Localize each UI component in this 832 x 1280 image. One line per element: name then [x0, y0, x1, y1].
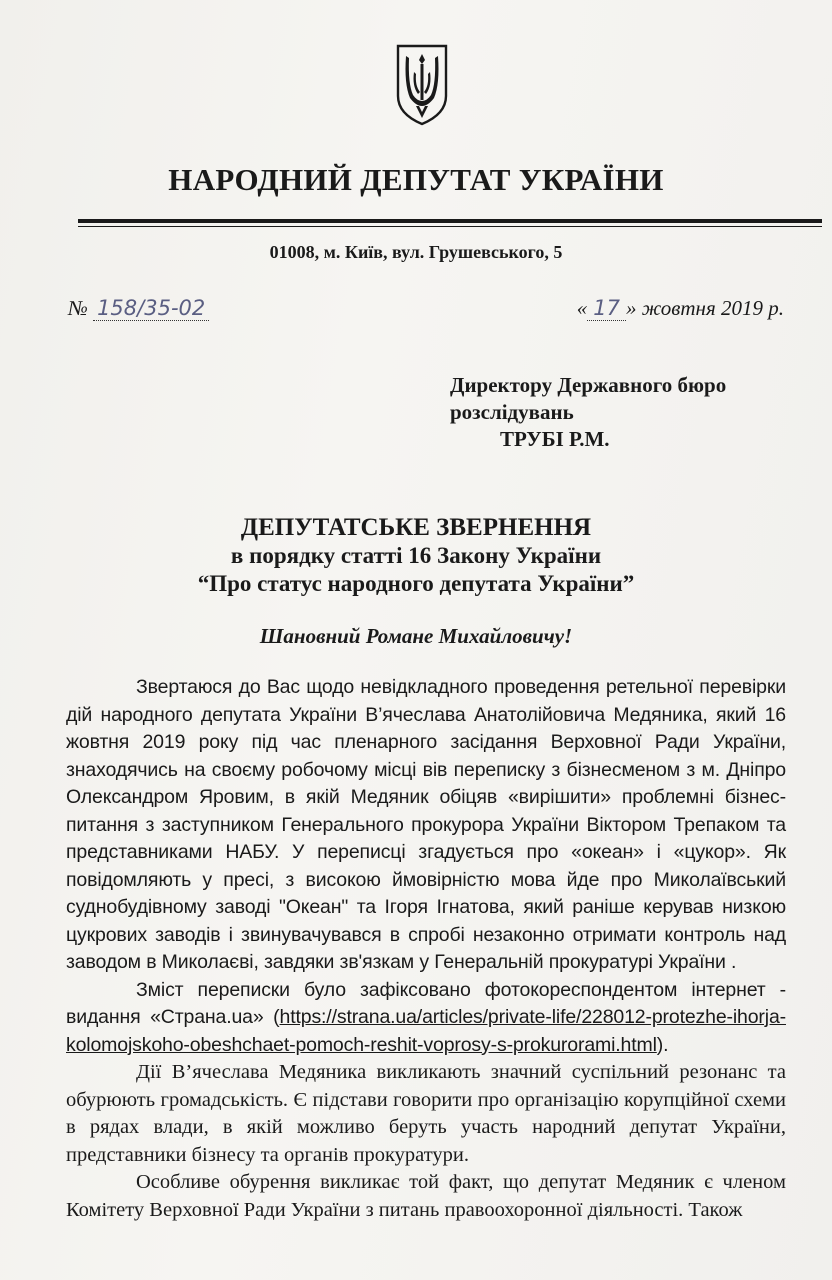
date-day-handwritten: 17 — [587, 296, 626, 321]
date-open-quote: « — [576, 296, 588, 320]
addressee-name: ТРУБІ Р.М. — [500, 427, 610, 451]
letter-body — [66, 674, 786, 1224]
letterhead-address: 01008, м. Київ, вул. Грушевського, 5 — [269, 242, 563, 262]
outgoing-number — [68, 296, 209, 321]
appeal-subtitle: в порядку статті 16 Закону України — [230, 543, 602, 568]
paragraph-text: Зміст переписки було зафіксовано фотокореспондентом інтернет - видання «Страна.ua» ( — [66, 978, 786, 1028]
body-paragraph — [66, 977, 786, 1060]
addressee-line: Директору Державного бюро — [450, 373, 727, 397]
letterhead-rule-thick — [78, 219, 822, 223]
trident-coat-of-arms-icon — [396, 44, 448, 126]
body-paragraph: Звертаюся до Вас щодо невідкладного проведення ретельної перевірки дій народного депутата України В’ячеслава Анатолійовича Медяника, який 16 жовтня 2019 року під час пленарного засідання Верховної Ради України, знаходячись на своєму робочому місці вів переписку з бізнесменом з м. Дніпро Олександром Яровим, в якій Медяник обіцяв «вирішити» проблемні бізнес-питання з заступником Генерального прокурора України Віктором Трепаком та представниками НАБУ. У переписці згадується про «океан» і «цукор». Як повідомляють у пресі, з високою ймовірністю мова йде про Миколаївський суднобудівному заводі "Океан" та Ігоря Ігнатова, який раніше керував низкою цукрових заводів і звинувачувався в спробі незаконно отримати контроль над заводом в Миколаєві, завдяки зв'язкам у Генеральній прокуратурі України . — [66, 676, 786, 973]
appeal-title: ДЕПУТАТСЬКЕ ЗВЕРНЕННЯ — [240, 514, 592, 541]
addressee-block — [450, 372, 726, 453]
appeal-heading — [0, 514, 832, 598]
number-handwritten: 158/35-02 — [93, 296, 209, 321]
letterhead-rule-thin — [78, 226, 822, 227]
letterhead-title: НАРОДНИЙ ДЕПУТАТ УКРАЇНИ — [168, 162, 664, 197]
salutation: Шановний Романе Михайловичу! — [259, 624, 573, 648]
outgoing-date — [577, 296, 784, 321]
source-link[interactable]: https://strana.ua/articles/private-life/228012-protezhe-ihorja-kolomojskoho-obeshchaet-pomoch-reshit-voprosy-s-prokurorami.html — [66, 1006, 786, 1056]
date-rest: » жовтня 2019 р. — [626, 296, 784, 320]
appeal-law-name: “Про статус народного депутата України” — [197, 571, 635, 596]
body-paragraph: Особливе обурення викликає той факт, що депутат Медяник є членом Комітету Верховної Ради України з питань правоохоронної діяльності. Також — [66, 1171, 786, 1221]
paragraph-text: ). — [656, 1033, 669, 1056]
number-prefix: № — [68, 296, 88, 320]
addressee-line: розслідувань — [450, 400, 574, 424]
body-paragraph: Дії В’ячеслава Медяника викликають значний суспільний резонанс та обурюють громадськість. Є підстави говорити про організацію корупційної схеми в рядах влади, в якій можливо беруть участь народний депутат України, представники бізнесу та органів прокуратури. — [66, 1061, 786, 1166]
